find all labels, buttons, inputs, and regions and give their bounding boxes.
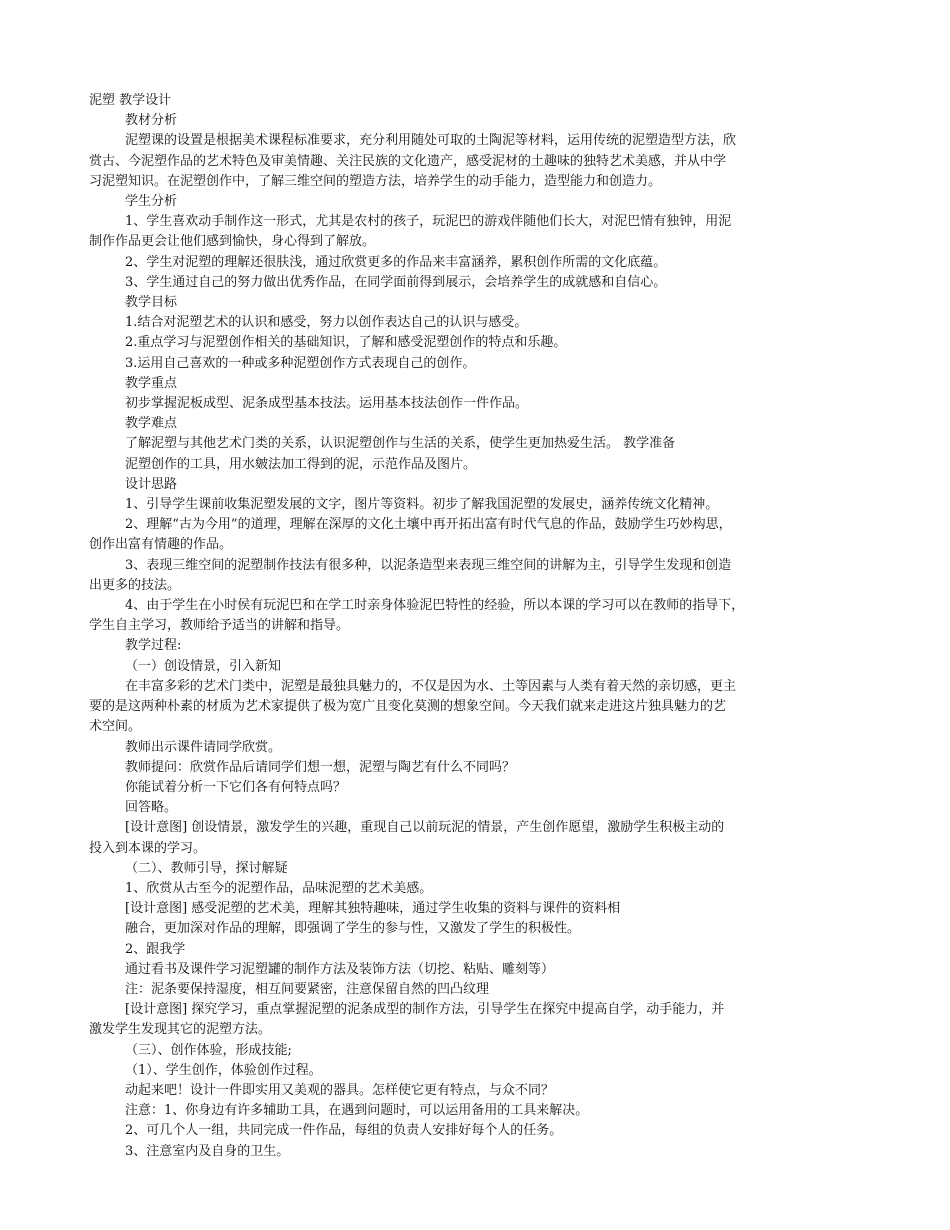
text-line: 出更多的技法。 xyxy=(89,577,181,593)
text-line: 教学过程: xyxy=(125,638,182,654)
text-line: 2.重点学习与泥塑创作相关的基础知识，了解和感受泥塑创作的特点和乐趣。 xyxy=(125,335,567,351)
text-line: 注：泥条要保持湿度，相互间要紧密，注意保留自然的凹凸纹理 xyxy=(125,981,490,997)
text-line: 2、学生对泥塑的理解还很肤浅，通过欣赏更多的作品来丰富涵养，累积创作所需的文化底蕴。 xyxy=(125,254,667,270)
text-line: 1、学生喜欢动手制作这一形式，尤其是农村的孩子，玩泥巴的游戏伴随他们长大，对泥巴情有独钟，用泥 xyxy=(125,214,732,230)
text-line: 2、跟我学 xyxy=(125,941,186,957)
text-line: 2、可几个人一组，共同完成一件作品，每组的负责人安排好每个人的任务。 xyxy=(125,1123,563,1139)
text-line: 1、欣赏从古至今的泥塑作品，品味泥塑的艺术美感。 xyxy=(125,880,433,896)
text-line: 在丰富多彩的艺术门类中，泥塑是最独具魅力的，不仅是因为水、土等因素与人类有着天然的亲切感，更主 xyxy=(125,678,737,694)
text-line: （二）、教师引导，探讨解疑 xyxy=(125,860,288,876)
document-lines xyxy=(89,111,863,1162)
text-line: [设计意图] 探究学习，重点掌握泥塑的泥条成型的制作方法，引导学生在探究中提高自学，动手能力，并 xyxy=(125,1002,725,1018)
text-line: 教师提问：欣赏作品后请同学们想一想，泥塑与陶艺有什么不同吗？ xyxy=(125,759,516,775)
text-line: 3、注意室内及自身的卫生。 xyxy=(125,1143,290,1159)
text-line: 制作作品更会让他们感到愉快，身心得到了解放。 xyxy=(89,234,376,250)
text-line: 设计思路 xyxy=(125,476,178,492)
document-body xyxy=(89,91,863,1162)
text-line: 3、表现三维空间的泥塑制作技法有很多种，以泥条造型来表现三维空间的讲解为主，引导学生发现和创造 xyxy=(125,557,732,573)
text-line: 学生分析 xyxy=(125,194,178,210)
text-line: 创作出富有情趣的作品。 xyxy=(89,537,233,553)
text-line: [设计意图] 创设情景，激发学生的兴趣，重现自己以前玩泥的情景，产生创作愿望，激励学生积极主动的 xyxy=(125,820,725,836)
text-line: 泥塑课的设置是根据美术课程标准要求，充分利用随处可取的土陶泥等材料，运用传统的泥塑造型方法，欣 xyxy=(125,133,737,149)
text-line: （一）创设情景，引入新知 xyxy=(125,658,282,674)
text-line: 教学难点 xyxy=(125,416,178,432)
text-line: 你能试着分析一下它们各有何特点吗？ xyxy=(125,779,347,795)
text-line: 泥塑创作的工具，用水皴法加工得到的泥，示范作品及图片。 xyxy=(125,456,477,472)
text-line: 要的是这两种朴素的材质为艺术家提供了极为宽广且变化莫测的想象空间。今天我们就来走进这片独具魅力的艺 xyxy=(89,699,727,715)
text-line: 1、引导学生课前收集泥塑发展的文字，图片等资料。初步了解我国泥塑的发展史，涵养传统文化精神。 xyxy=(125,497,719,513)
text-line: 学生自主学习，教师给予适当的讲解和指导。 xyxy=(89,618,350,634)
text-line: 3.运用自己喜欢的一种或多种泥塑创作方式表现自己的创作。 xyxy=(125,355,476,371)
text-line: 习泥塑知识。在泥塑创作中，了解三维空间的塑造方法，培养学生的动手能力，造型能力和创造力。 xyxy=(89,173,662,189)
text-line: 投入到本课的学习。 xyxy=(89,840,207,856)
text-line: （1）、学生创作，体验创作过程。 xyxy=(125,1062,322,1078)
document-title: 泥塑 教学设计 xyxy=(89,93,172,108)
text-line: 通过看书及课件学习泥塑罐的制作方法及装饰方法（切挖、粘贴、雕刻等） xyxy=(125,961,555,977)
text-line: （三）、创作体验，形成技能; xyxy=(125,1042,292,1058)
text-line: 动起来吧！设计一件即实用又美观的器具。怎样使它更有特点，与众不同？ xyxy=(125,1082,555,1098)
text-line: 4、由于学生在小时侯有玩泥巴和在学工时亲身体验泥巴特性的经验，所以本课的学习可以在教师的指导下， xyxy=(125,598,745,614)
text-line: 初步掌握泥板成型、泥条成型基本技法。运用基本技法创作一件作品。 xyxy=(125,396,529,412)
text-line: 教学目标 xyxy=(125,295,178,311)
text-line: 教师出示课件请同学欣赏。 xyxy=(125,739,282,755)
text-line: 回答略。 xyxy=(125,800,178,816)
text-line: 激发学生发现其它的泥塑方法。 xyxy=(89,1022,272,1038)
text-line: 教学重点 xyxy=(125,375,178,391)
text-line: 赏古、今泥塑作品的艺术特色及审美情趣、关注民族的文化遗产，感受泥材的土趣味的独特艺术美感，并从中学 xyxy=(89,153,727,169)
text-line: [设计意图] 感受泥塑的艺术美，理解其独特趣味，通过学生收集的资料与课件的资料相 xyxy=(125,901,621,917)
text-line: 教材分析 xyxy=(125,113,178,129)
text-line: 了解泥塑与其他艺术门类的关系，认识泥塑创作与生活的关系，使学生更加热爱生活。 教学准备 xyxy=(125,436,676,452)
text-line: 注意：1、你身边有许多辅助工具，在遇到问题时，可以运用备用的工具来解决。 xyxy=(125,1103,589,1119)
text-line: 2、理解“古为今用”的道理，理解在深厚的文化土壤中再开拓出富有时代气息的作品，鼓励学生巧妙构思， xyxy=(125,517,732,533)
text-line: 1.结合对泥塑艺术的认识和感受，努力以创作表达自己的认识与感受。 xyxy=(125,315,528,331)
text-line: 3、学生通过自己的努力做出优秀作品，在同学面前得到展示，会培养学生的成就感和自信心。 xyxy=(125,274,667,290)
text-line: 术空间。 xyxy=(89,719,142,735)
text-line: 融合，更加深对作品的理解，即强调了学生的参与性，又激发了学生的积极性。 xyxy=(125,921,581,937)
